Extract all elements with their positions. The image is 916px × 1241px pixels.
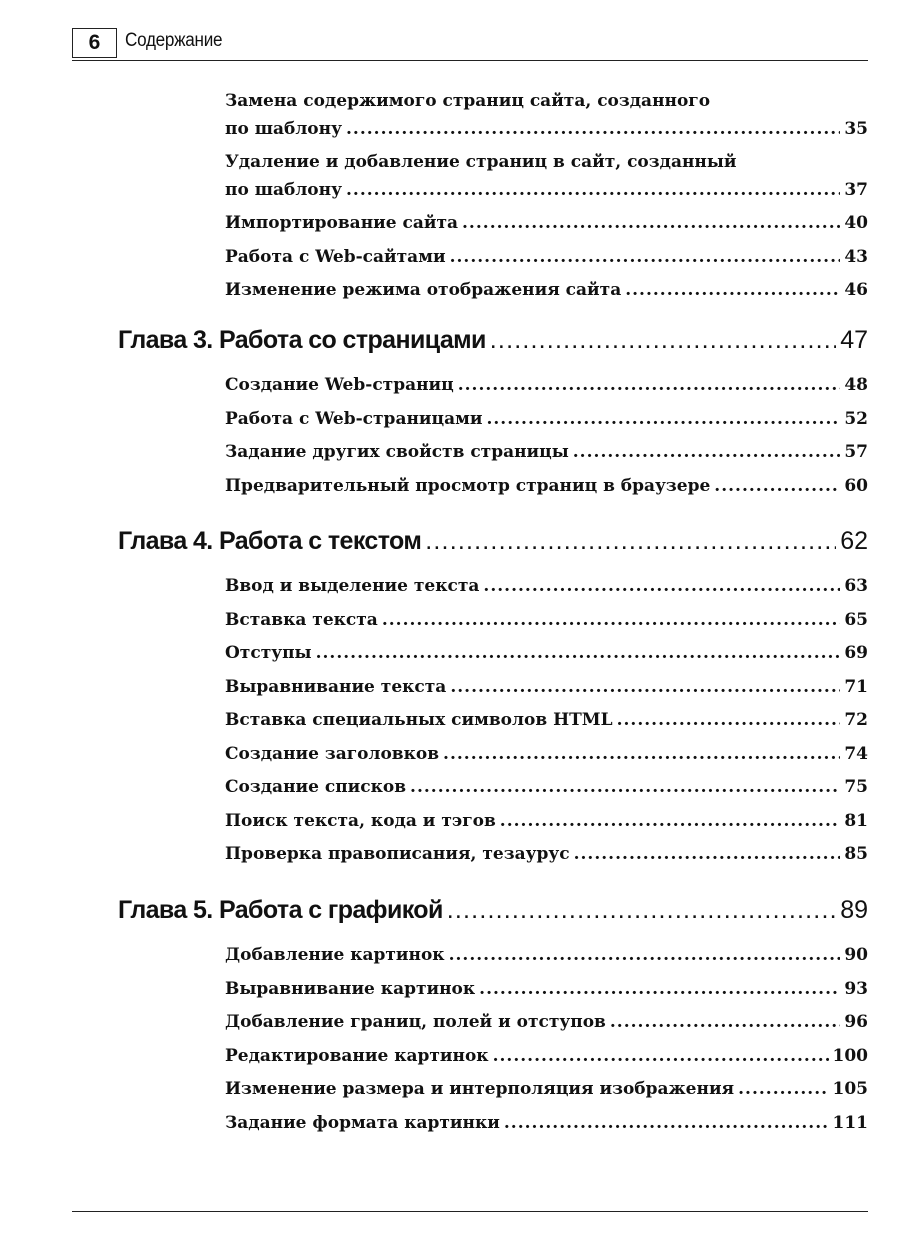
entry-title: Ввод и выделение текста [225,576,480,596]
toc-entry[interactable] [225,572,868,600]
toc-entry[interactable] [225,371,868,399]
toc-entry[interactable] [225,1042,868,1070]
toc-entry[interactable] [225,1109,868,1137]
toc-entry[interactable] [225,148,868,204]
footer-rule [72,1211,868,1212]
toc-entry[interactable] [225,87,868,143]
leader-dots [462,209,840,237]
leader-dots [458,371,841,399]
entry-title: Задание других свойств страницы [225,442,569,462]
toc-entry[interactable] [225,975,868,1003]
entry-page-number: 85 [844,844,868,864]
entry-page-number: 69 [844,643,868,663]
chapter-heading[interactable] [118,893,868,927]
chapter-page-number: 89 [840,896,868,924]
leader-dots [382,606,841,634]
leader-dots [447,893,836,927]
toc-entry[interactable] [225,438,868,466]
entry-title: Работа с Web-страницами [225,408,483,429]
entry-page-number: 100 [832,1045,868,1066]
chapter-page-number: 47 [840,326,868,354]
chapter-heading[interactable] [118,323,868,357]
running-title: Содержание [125,30,223,51]
entry-title: Изменение размера и интерполяция изображения [225,1079,735,1099]
leader-dots [490,323,836,357]
toc-entry[interactable] [225,706,868,734]
toc-entry[interactable] [225,1008,868,1036]
toc-entry[interactable] [225,209,868,237]
toc-entry[interactable] [225,276,868,304]
entry-title: Создание списков [225,777,407,797]
entry-title: Создание заголовков [225,743,440,764]
entry-title: Работа с Web-сайтами [225,246,446,267]
leader-dots [504,1109,829,1137]
leader-dots [738,1075,828,1103]
toc-entry[interactable] [225,941,868,969]
entry-page-number: 48 [844,375,868,395]
toc-entry[interactable] [225,773,868,801]
leader-dots [449,941,841,969]
leader-dots [346,115,840,143]
chapter-title: Глава 3. Работа со страницами [118,326,486,354]
toc-entry[interactable] [225,1075,868,1103]
entry-page-number: 105 [832,1079,868,1099]
entry-title: Изменение режима отображения сайта [225,280,622,300]
leader-dots [316,639,841,667]
entry-page-number: 111 [832,1112,868,1133]
entry-title: Предварительный просмотр страниц в браузере [225,475,711,496]
toc-entry[interactable] [225,606,868,634]
leader-dots [450,673,840,701]
chapter-heading[interactable] [118,524,868,558]
leader-dots [479,975,840,1003]
entry-page-number: 52 [844,408,868,429]
chapter-title: Глава 5. Работа с графикой [118,896,443,924]
entry-title: Редактирование картинок [225,1045,489,1066]
toc-entry[interactable] [225,740,868,768]
entry-title-line: Удаление и добавление страниц в сайт, созданный [225,152,737,172]
page-header [72,28,868,61]
entry-page-number: 81 [844,810,868,831]
leader-dots [443,740,840,768]
leader-dots [486,405,840,433]
entry-title: Вставка специальных символов HTML [225,710,613,730]
leader-dots [617,706,841,734]
entry-title: по шаблону [225,180,342,200]
entry-title: Импортирование сайта [225,213,459,233]
toc-entry[interactable] [225,405,868,433]
leader-dots [346,176,840,204]
entry-title: Создание Web-страниц [225,375,454,395]
page-number: 6 [72,28,117,58]
entry-page-number: 65 [844,609,868,630]
leader-dots [450,243,841,271]
leader-dots [714,472,840,500]
entry-page-number: 74 [844,743,868,764]
entry-page-number: 60 [844,475,868,496]
entry-title: Добавление границ, полей и отступов [225,1012,606,1032]
entry-page-number: 37 [844,180,868,200]
entry-title: Вставка текста [225,609,378,630]
entry-page-number: 75 [844,777,868,797]
toc-entry[interactable] [225,807,868,835]
leader-dots [573,438,841,466]
entry-title: по шаблону [225,119,342,139]
entry-title: Задание формата картинки [225,1112,500,1133]
entry-title: Выравнивание текста [225,676,447,697]
entry-page-number: 63 [844,576,868,596]
entry-page-number: 35 [844,119,868,139]
entry-title: Добавление картинок [225,945,445,965]
chapter-page-number: 62 [840,527,868,555]
leader-dots [410,773,840,801]
entry-page-number: 96 [844,1012,868,1032]
toc-entry[interactable] [225,472,868,500]
chapter-title: Глава 4. Работа с текстом [118,527,422,555]
toc-entry[interactable] [225,840,868,868]
entry-title: Проверка правописания, тезаурус [225,844,570,864]
entry-page-number: 57 [844,442,868,462]
leader-dots [500,807,841,835]
toc-entry[interactable] [225,243,868,271]
toc-entry[interactable] [225,639,868,667]
entry-title: Поиск текста, кода и тэгов [225,810,496,831]
entry-title-line: Замена содержимого страниц сайта, созданного [225,91,711,111]
entry-page-number: 40 [844,213,868,233]
entry-page-number: 93 [844,978,868,999]
entry-page-number: 46 [844,280,868,300]
toc-entry[interactable] [225,673,868,701]
leader-dots [610,1008,840,1036]
entry-page-number: 72 [844,710,868,730]
leader-dots [425,524,836,558]
leader-dots [574,840,841,868]
entry-title: Выравнивание картинок [225,978,476,999]
leader-dots [493,1042,829,1070]
leader-dots [625,276,840,304]
entry-title: Отступы [225,643,312,663]
entry-page-number: 71 [844,676,868,697]
entry-page-number: 90 [844,945,868,965]
entry-page-number: 43 [844,246,868,267]
leader-dots [483,572,840,600]
